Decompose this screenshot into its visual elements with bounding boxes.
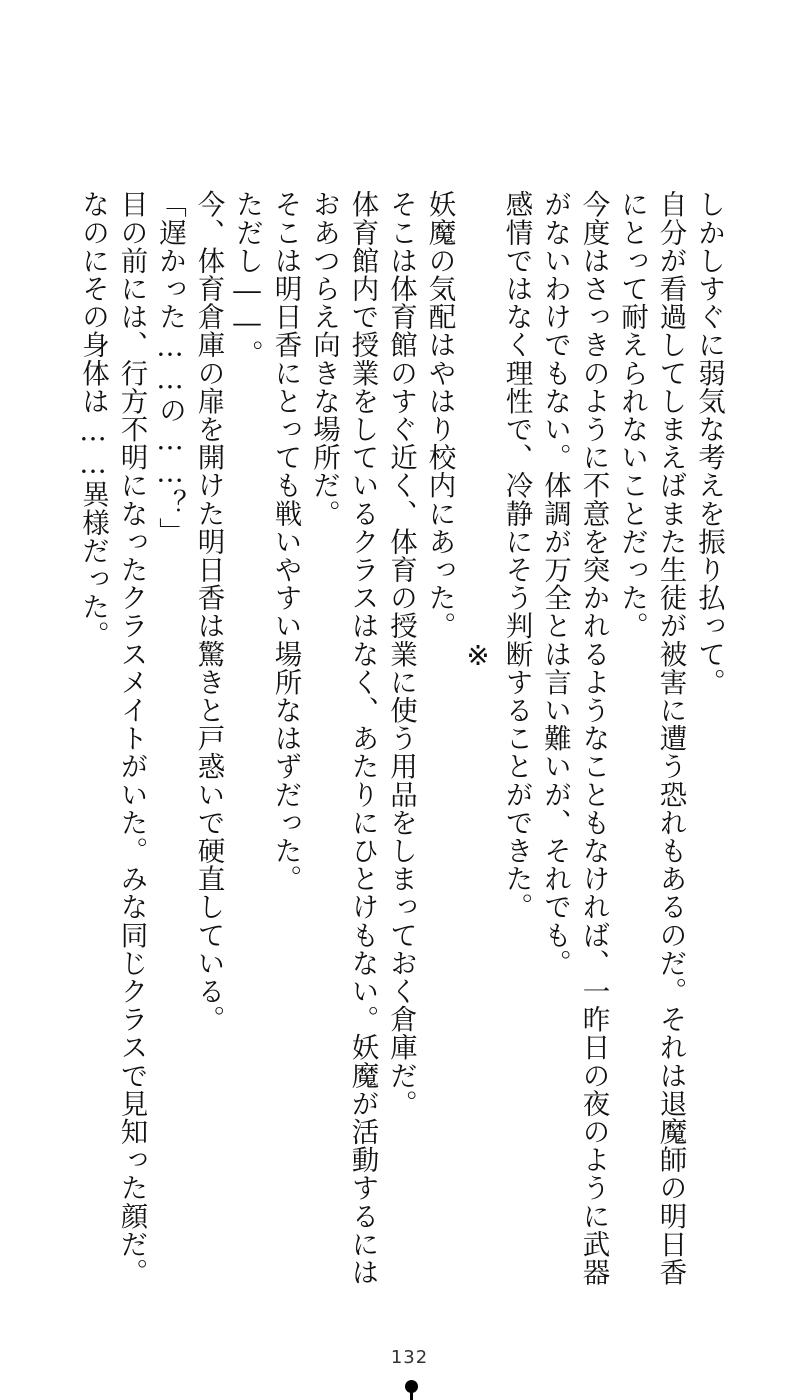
text-line: 感情ではなく理性で、冷静にそう判断することができた。	[500, 190, 533, 921]
text-line: なのにその身体は……異様だった。	[77, 190, 109, 649]
text-line: がないわけでもない。体調が万全とは言い難いが、それでも。	[539, 190, 571, 977]
text-line: おあつらえ向きな場所だ。	[308, 190, 340, 528]
text-line: にとって耐えられないことだった。	[616, 190, 648, 640]
text-line: しかしすぐに弱気な考えを振り払って。	[693, 190, 725, 696]
text-line: 「遅かった……の……？」	[154, 190, 186, 546]
text-line: ただし――。	[231, 190, 263, 368]
section-separator: ※	[462, 640, 494, 673]
text-line: そこは明日香にとっても戦いやすい場所なはずだった。	[269, 190, 302, 893]
text-line: 体育館内で授業をしているクラスはなく、あたりにひとけもない。妖魔が活動するには	[346, 190, 379, 1286]
page-number: 132	[390, 1347, 429, 1368]
text-line: 今、体育倉庫の扉を開けた明日香は驚きと戸惑いで硬直している。	[192, 190, 225, 1033]
text-line: 今度はさっきのように不意を突かれるようなこともなければ、一昨日の夜のように武器	[577, 190, 610, 1286]
text-line: 目の前には、行方不明になったクラスメイトがいた。みな同じクラスで見知った顔だ。	[115, 190, 148, 1286]
text-line: そこは体育館のすぐ近く、体育の授業に使う用品をしまっておく倉庫だ。	[385, 190, 417, 1118]
vertical-text-body	[77, 190, 728, 1286]
page-marker-line	[410, 1390, 413, 1400]
text-line: 妖魔の気配はやはり校内にあった。	[423, 190, 456, 640]
text-line: 自分が看過してしまえばまた生徒が被害に遭う恐れもあるのだ。それは退魔師の明日香	[654, 190, 687, 1286]
